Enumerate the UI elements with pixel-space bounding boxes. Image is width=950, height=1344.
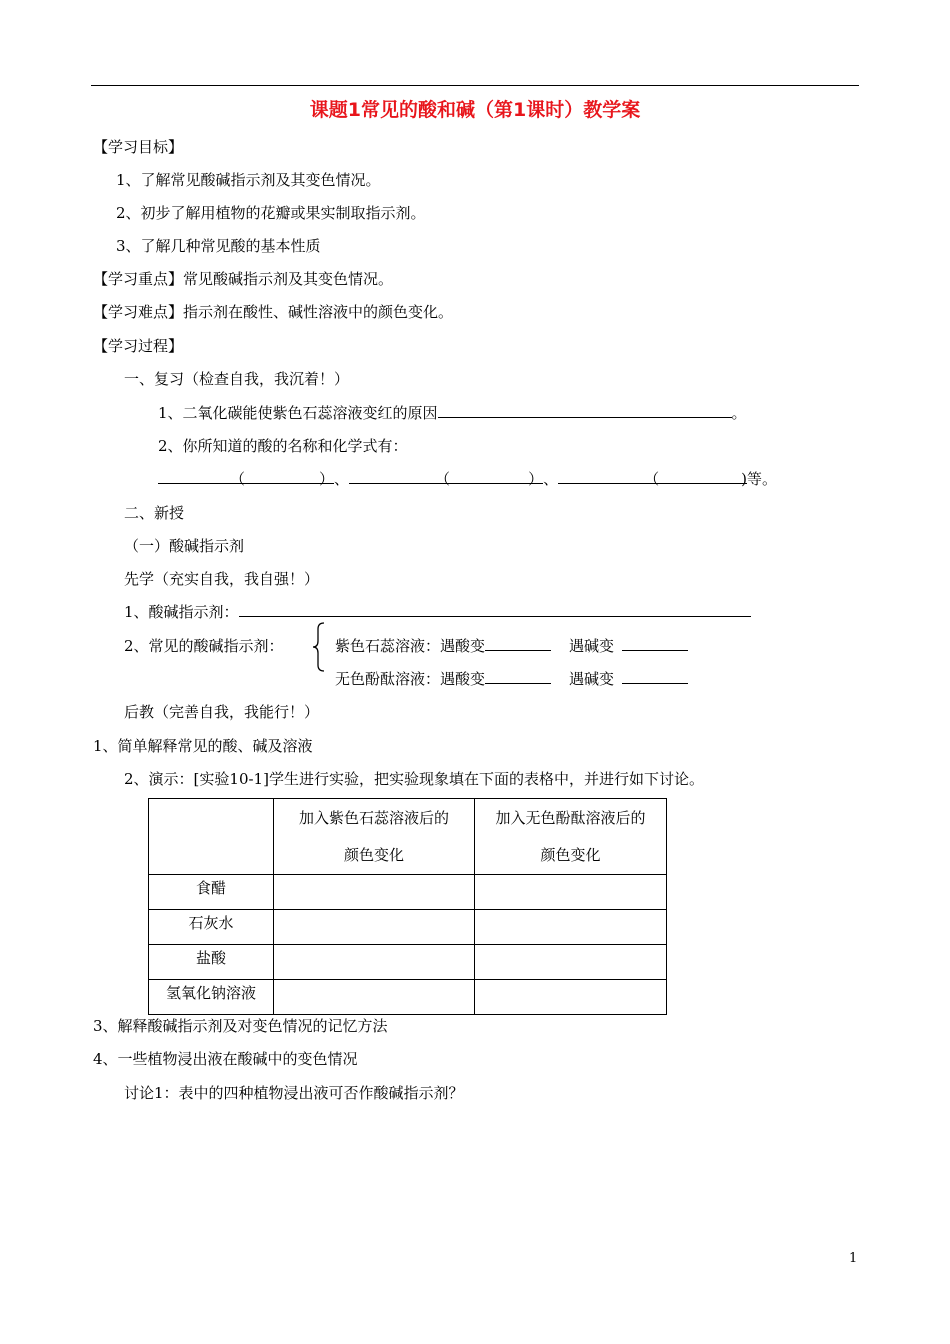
table-row — [149, 910, 667, 945]
table-cell[interactable] — [274, 875, 475, 910]
paren-open: （ — [230, 470, 246, 488]
post-item-1: 1、简单解释常见的酸、碱及溶液 — [93, 737, 313, 755]
separator: 、 — [334, 470, 350, 488]
page-number: 1 — [849, 1251, 858, 1266]
table-header-row — [149, 799, 667, 875]
table-cell[interactable] — [274, 910, 475, 945]
pre-learn: 先学（充实自我，我自强！） — [124, 570, 320, 588]
table-cell[interactable] — [274, 980, 475, 1015]
ending: 等。 — [746, 470, 777, 488]
row-label: 氢氧化钠溶液 — [149, 980, 274, 1015]
table-header-litmus — [274, 799, 475, 875]
acid-formula-blank[interactable] — [659, 469, 741, 484]
post-item-3: 3、解释酸碱指示剂及对变色情况的记忆方法 — [93, 1017, 388, 1035]
litmus-text: 紫色石蕊溶液：遇酸变 — [335, 637, 486, 655]
process-heading: 【学习过程】 — [93, 337, 184, 355]
item-label: 1、酸碱指示剂： — [124, 603, 239, 621]
row-label: 食醋 — [149, 875, 274, 910]
acid-name-blank[interactable] — [558, 469, 644, 484]
phenol-text: 无色酚酞溶液：遇酸变 — [335, 670, 486, 688]
header-line: 加入无色酚酞溶液后的 — [495, 809, 646, 827]
header-line: 加入紫色石蕊溶液后的 — [298, 809, 449, 827]
period: 。 — [731, 404, 747, 422]
indicator-definition — [124, 602, 751, 622]
table-row — [149, 945, 667, 980]
table-corner-cell — [149, 799, 274, 875]
alkali-text: 遇碱变 — [569, 637, 615, 655]
post-teach: 后教（完善自我，我能行！） — [124, 703, 320, 721]
litmus-row — [335, 636, 688, 656]
question-text: 1、二氧化碳能使紫色石蕊溶液变红的原因 — [158, 404, 438, 422]
table-row — [149, 875, 667, 910]
new-lesson-heading: 二、新授 — [124, 504, 185, 522]
review-question-2: 2、你所知道的酸的名称和化学式有： — [158, 437, 408, 455]
key-points: 【学习重点】常见酸碱指示剂及其变色情况。 — [93, 270, 394, 288]
review-heading: 一、复习（检查自我，我沉着！） — [124, 370, 350, 388]
experiment-table — [148, 798, 667, 1015]
objectives-heading: 【学习目标】 — [93, 138, 184, 156]
acid-formula-blank[interactable] — [450, 469, 528, 484]
row-label: 盐酸 — [149, 945, 274, 980]
objective-item: 3、了解几种常见酸的基本性质 — [116, 237, 321, 255]
phenol-acid-blank[interactable] — [485, 669, 551, 684]
paren-close: ） — [319, 470, 335, 488]
indicator-subheading: （一）酸碱指示剂 — [124, 537, 245, 555]
table-cell[interactable] — [274, 945, 475, 980]
phenol-row — [335, 669, 688, 689]
definition-blank[interactable] — [239, 602, 751, 617]
paren-close: ) — [741, 470, 747, 488]
table-cell[interactable] — [475, 980, 667, 1015]
acid-formula-blank[interactable] — [245, 469, 319, 484]
row-label: 石灰水 — [149, 910, 274, 945]
left-brace-icon — [311, 622, 327, 672]
difficulties: 【学习难点】指示剂在酸性、碱性溶液中的颜色变化。 — [93, 303, 454, 321]
litmus-alkali-blank[interactable] — [622, 636, 688, 651]
paren-open: （ — [644, 470, 660, 488]
answer-blank[interactable] — [438, 403, 732, 418]
phenol-alkali-blank[interactable] — [622, 669, 688, 684]
header-line: 颜色变化 — [540, 846, 601, 864]
review-question-1 — [158, 403, 747, 423]
table-row — [149, 980, 667, 1015]
table-cell[interactable] — [475, 945, 667, 980]
separator: 、 — [543, 470, 559, 488]
page-title: 课题1常见的酸和碱（第1课时）教学案 — [309, 99, 641, 121]
post-item-4: 4、一些植物浸出液在酸碱中的变色情况 — [93, 1050, 358, 1068]
table-cell[interactable] — [475, 910, 667, 945]
header-line: 颜色变化 — [343, 846, 404, 864]
acid-formula-blanks — [158, 469, 777, 489]
objective-item: 1、了解常见酸碱指示剂及其变色情况。 — [116, 171, 381, 189]
table-header-phenol — [475, 799, 667, 875]
post-item-2: 2、演示：[实验10-1]学生进行实验，把实验现象填在下面的表格中，并进行如下讨论。 — [124, 770, 704, 788]
paren-close: ） — [528, 470, 544, 488]
paren-open: （ — [435, 470, 451, 488]
acid-name-blank[interactable] — [158, 469, 230, 484]
acid-name-blank[interactable] — [349, 469, 435, 484]
objective-item: 2、初步了解用植物的花瓣或果实制取指示剂。 — [116, 204, 426, 222]
common-indicators-label: 2、常见的酸碱指示剂： — [124, 637, 284, 655]
alkali-text: 遇碱变 — [569, 670, 615, 688]
discussion-1: 讨论1：表中的四种植物浸出液可否作酸碱指示剂？ — [124, 1084, 464, 1102]
litmus-acid-blank[interactable] — [485, 636, 551, 651]
table-cell[interactable] — [475, 875, 667, 910]
header-rule — [91, 85, 859, 86]
